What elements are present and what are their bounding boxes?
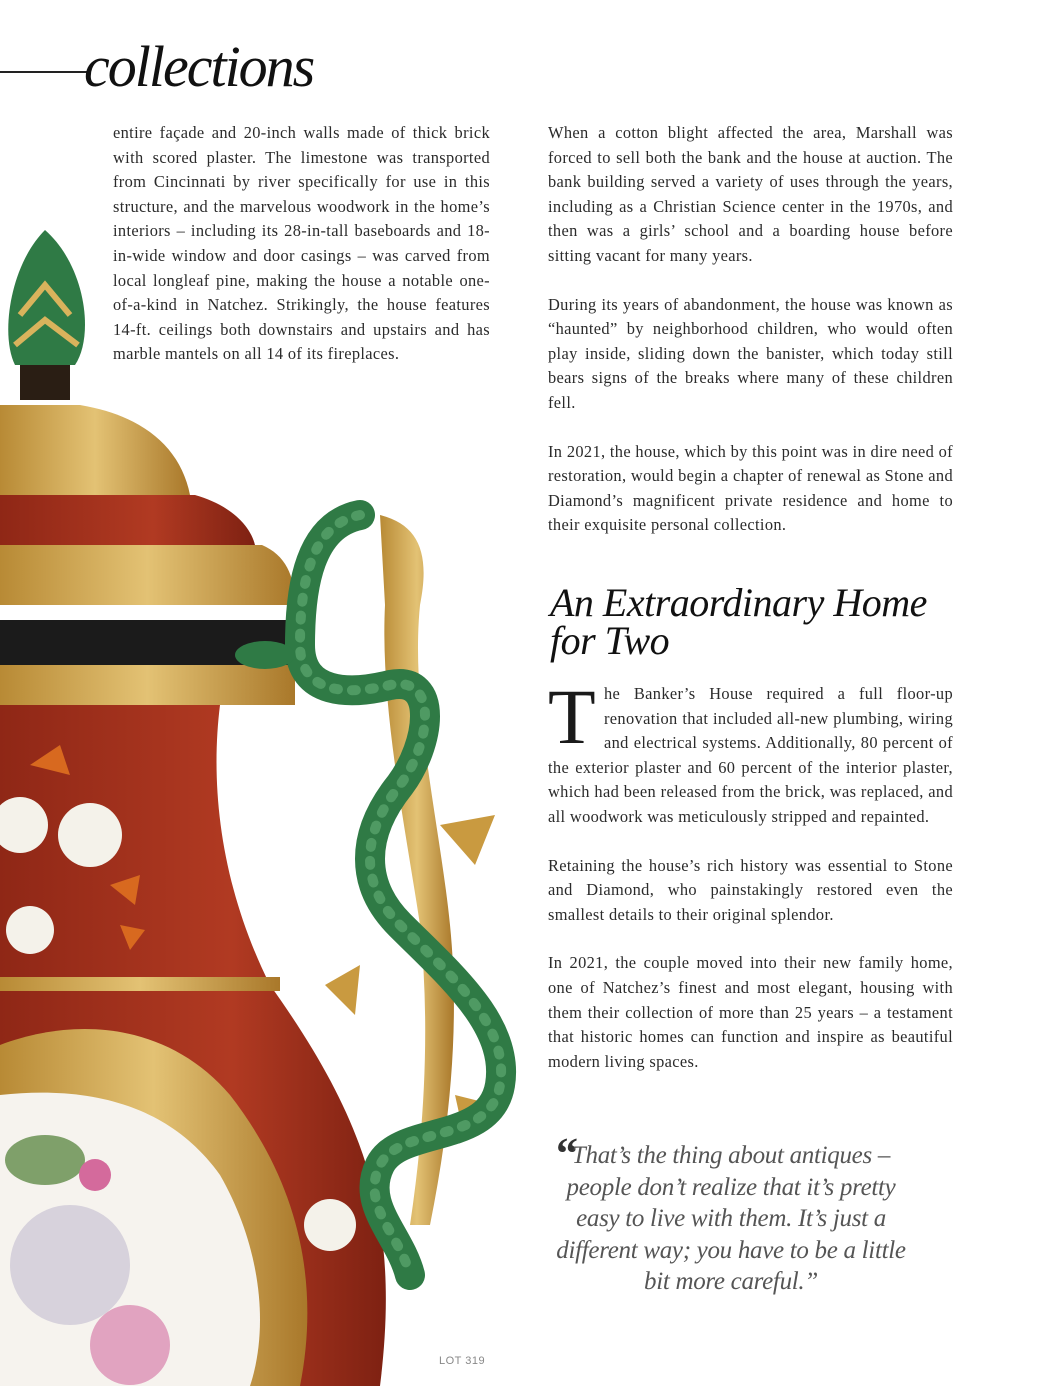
header-rule	[0, 71, 90, 73]
body-paragraph	[548, 673, 953, 830]
lot-caption: LOT 319	[439, 1355, 486, 1367]
section-title: collections	[84, 34, 314, 99]
first-paragraph-text: he Banker’s House required a full floor-up renovation that included all-new plumbing, wiring and electrical systems. Additionally, 80 percent of the exterior plaster and 60 percent of the interior plaster, which had been released from the brick, was replaced, and all woodwork was meticulously stripped and repainted.	[548, 684, 953, 826]
body-paragraph: Retaining the house’s rich history was essential to Stone and Diamond, who painstakingly restored even the smallest details to their original splendor.	[548, 855, 953, 924]
section-heading: An Extraordinary Home for Two	[550, 580, 927, 663]
quote-mark: “	[556, 1129, 578, 1178]
drop-cap: T	[548, 673, 596, 760]
body-paragraph: When a cotton blight affected the area, Marshall was forced to sell both the bank and the house at auction. The bank building served a variety of uses through the years, including as a Christian Science center in the 1970s, and then was a girls’ school and a boarding house before sitting vacant for many years.	[548, 123, 953, 265]
body-paragraph: In 2021, the house, which by this point was in dire need of restoration, would begin a chapter of renewal as Stone and Diamond’s magnificent private residence and home to their exquisite personal collection.	[548, 441, 953, 535]
body-paragraph: In 2021, the couple moved into their new family home, one of Natchez’s finest and most elegant, housing with them their collection of more than 25 years – a testament that historic homes can function and inspire as beautiful modern living spaces.	[548, 953, 953, 1071]
vase-image	[0, 225, 540, 1386]
left-column	[113, 121, 490, 367]
body-paragraph: During its years of abandonment, the house was known as “haunted” by neighborhood children, who would often play inside, sliding down the banister, which today still bears signs of the breaks where many of these children fell.	[548, 294, 953, 412]
right-column	[548, 121, 953, 538]
section2-column	[548, 673, 953, 1074]
body-paragraph: entire façade and 20-inch walls made of thick brick with scored plaster. The limestone was transported from Cincinnati by river specifically for use in this structure, and the marvelous woodwork in the home’s interiors – including its 28-in-tall baseboards and 18-in-wide window and door casings – was carved from local longleaf pine, making the house a notable one-of-a-kind in Natchez. Strikingly, the house features 14-ft. ceilings both downstairs and upstairs and has marble mantels on all 14 of its fireplaces.	[113, 123, 490, 364]
pull-quote: That’s the thing about antiques – people don’t realize that it’s pretty easy to live with them. It’s just a different way; you have to be a little bit more careful.”	[556, 1142, 906, 1295]
